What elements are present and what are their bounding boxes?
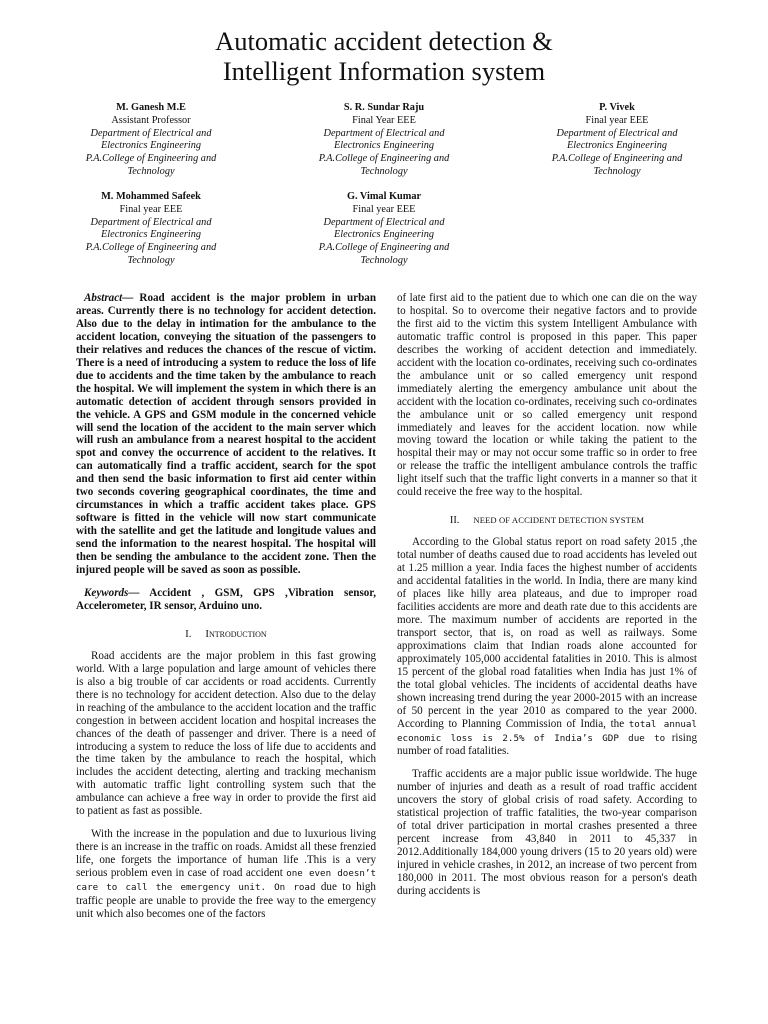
section-number: I. [185,628,192,640]
author-department: Electronics Engineering [334,140,434,152]
author-name: G. Vimal Kumar [346,191,422,202]
section-title: Introduction [205,627,267,640]
author-department: Electronics Engineering [101,140,201,152]
paragraph-text-mono: total annual economic loss is 2.5% of India’s GDP due to [397,718,697,744]
paragraph-text: According to the Global status report on road safety 2015 ,the total number of deaths caused due to road accidents has leveled out at 1.25 million a year. India faces the highest number of accidents and accidental fatalities in the world. In India, there are many kind of places like hilly area plateaus, and due to improper road facilities accidents are more and death rate due to this accidents are more. The maximum number of accidents are reported in the transport sector, that is, on road as well as railways. Some approximations claim that Indian roads alone accounted for approximately 105,000 accidental fatalities in 2010. This is almost 15 percent of the global road fatalities when India has just 1% of the total global vehicles. The incidents of accidental deaths have shown increasing trend during the year 2000-2015 with an increase of 50 percent in the year 2010 as compared to the year 2000. According to Planning Commission of India, the [397,536,697,730]
body-paragraph [397,536,697,758]
keywords-text: Accident , GSM, GPS ,Vibration sensor, Accelerometer, IR sensor, Arduino uno. [76,586,376,612]
abstract [76,292,376,577]
author-block [269,191,499,268]
right-column [397,292,697,898]
paragraph-text: rising number of road fatalities. [397,731,697,758]
author-department: Department of Electrical and [323,216,445,228]
paper-title-line-1: Automatic accident detection & [215,26,553,56]
paper-title [0,26,768,86]
author-role: Final year EEE [352,203,416,215]
keywords [76,587,376,613]
body-paragraph: Road accidents are the major problem in this fast growing world. With a large population and large amount of vehicles there is also a big trouble of car accidents or road accidents. Currently there is no technology for accident detection. Also due to the delay in reaching of the ambulance to the accident location and the traffic congestion in between accident location and hospital increases the chances of the death of passenger and driver. There is a need of introducing a system to reduce the loss of life due to accidents and the time taken by the ambulance to reach the hospital, which includes the accident detecting, alerting and tracking mechanism with automatic traffic light controlling system such that the ambulance can achieve a free way in order to provide the first aid to patient as fast as possible. [76,649,376,818]
paragraph-text-mono: one even doesn’t care to call the emergency unit. On road [76,868,376,894]
author-college: P.A.College of Engineering and [551,153,683,165]
author-college: Technology [593,165,641,177]
author-college: Technology [360,165,408,177]
author-department: Electronics Engineering [101,229,201,241]
section-heading-introduction [76,628,376,642]
author-department: Department of Electrical and [90,216,212,228]
abstract-label: Abstract— [84,292,134,304]
author-name: P. Vivek [599,102,635,113]
author-college: P.A.College of Engineering and [85,242,217,254]
paragraph-text: due to high traffic people are unable to provide the free way to the emergency unit which also becomes one of the factors [76,881,376,920]
author-college: Technology [360,254,408,266]
author-department: Department of Electrical and [556,127,678,139]
keywords-label: Keywords— [84,586,140,599]
author-college: P.A.College of Engineering and [318,242,450,254]
body-paragraph: Traffic accidents are a major public issue worldwide. The huge number of injuries and death as a result of road traffic accident uncovers the story of global crisis of road safety. According to statistical projection of traffic fatalities, the two-year comparison of total driver participation in mortal crashes presented a three percent increase from 43,840 in 2011 to 45,337 in 2012.Additionally 184,000 young drivers (15 to 20 years old) were injured in vehicle crashes, in 2012, an increase of two percent from 180,000 in 2011. The most obvious reason for a person's death during accidents is [397,768,697,897]
author-college: P.A.College of Engineering and [85,153,217,165]
author-role: Final Year EEE [352,114,416,126]
author-block [269,102,499,179]
author-department: Electronics Engineering [567,140,667,152]
author-role: Final year EEE [585,114,649,126]
body-paragraph: of late first aid to the patient due to which one can die on the way to hospital. So to overcome their negative factors and to provide the first aid to the victim this system Intelligent Ambulance with automatic traffic control is proposed in this paper. This paper describes the working of accident detection and immediately. accident with the location co-ordinates, receiving such co-ordinates the ambulance unit or so called emergency unit respond immediately alerting the emergency ambulance unit about the accident with the location co-ordinates, receiving such co-ordinates the ambulance unit or so called emergency unit respond immediately and leaves for the accident location. now while moving toward the location or while taking the patient to the hospital their may or may not occur some traffic so in order to free or release the traffic the intelligent ambulance controls the traffic light itself such that the traffic light converts in a manner so that it could receive the free way to the hospital. [397,292,697,499]
author-block [502,102,732,179]
author-department: Department of Electrical and [323,127,445,139]
author-block [36,191,266,268]
author-name: M. Mohammed Safeek [101,191,201,202]
author-role: Final year EEE [119,203,183,215]
author-department: Electronics Engineering [334,229,434,241]
section-title: NEED OF ACCIDENT DETECTION SYSTEM [473,515,645,526]
abstract-text: Road accident is the major problem in urban areas. Currently there is no technology for accident detection. Also due to the delay in intimation for the ambulance to the accident location, conveying the situation of the passengers to their relatives and reduces the chances of the rescue of victim. There is a need of introducing a system to reduce the loss of life due to accidents and the time taken by the ambulance to reach the hospital. We will implement the system in which there is an automatic detection of accident through sensors provided in the vehicle. A GPS and GSM module in the concerned vehicle will send the location of the accident to the main server which will rush an ambulance from a nearest hospital to the accident spot and convey the occurrence of accident to the relatives. It can automatically find a traffic accident, search for the spot and then send the basic information to first aid center within two seconds covering geographical coordinates, the time and circumstances in which a traffic accident takes place. GPS software is fitted in the vehicle will now start communicate with the satellite and get the latitude and longitude values and send the information to the nearest hospital. The hospital will then be sending the ambulance to the accident zone. Then the injured people will be saved as soon as possible. [76,292,376,577]
section-number: II. [449,515,460,527]
body-paragraph [76,828,376,921]
author-college: P.A.College of Engineering and [318,153,450,165]
section-heading-need [397,514,697,528]
author-department: Department of Electrical and [90,127,212,139]
author-block [36,102,266,179]
author-college: Technology [127,165,175,177]
left-column [76,292,376,921]
paper-title-line-2: Intelligent Information system [222,56,546,86]
paragraph-text: With the increase in the population and due to luxurious living there is an increase in the traffic on roads. Amidst all these frenzied life, one forgets the importance of human life .This is a very serious problem even in case of road accident [76,828,376,880]
author-college: Technology [127,254,175,266]
author-role: Assistant Professor [111,114,191,126]
author-name: M. Ganesh M.E [116,102,186,113]
author-name: S. R. Sundar Raju [343,102,425,113]
